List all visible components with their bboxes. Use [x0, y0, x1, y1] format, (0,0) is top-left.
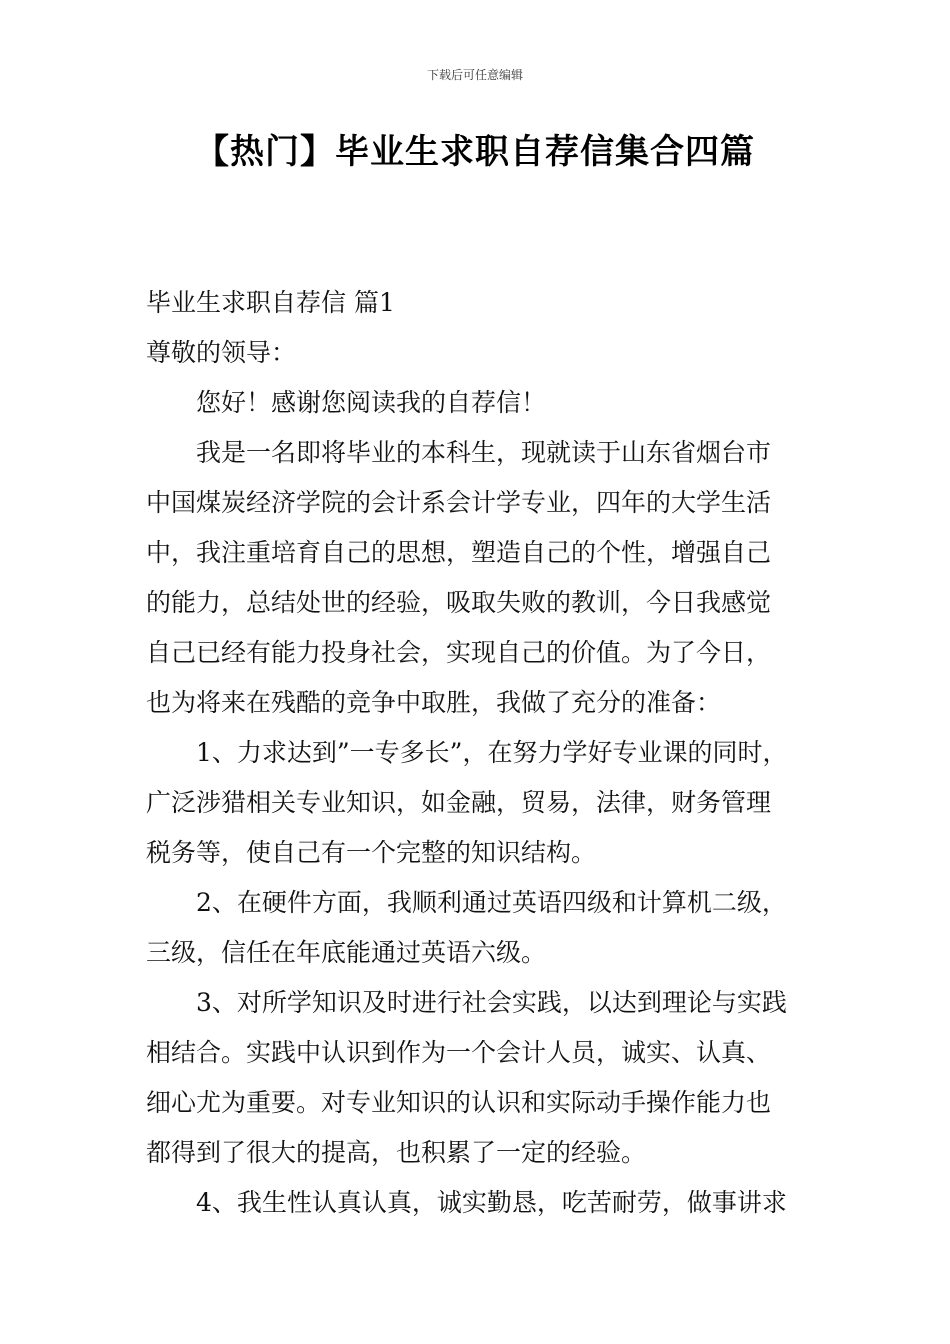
paragraph-line: 3、对所学知识及时进行社会实践，以达到理论与实践: [196, 988, 787, 1017]
paragraph-line: 1、力求达到”一专多长”，在努力学好专业课的同时，: [196, 738, 788, 767]
paragraph-line: 三级，信任在年底能通过英语六级。: [146, 938, 547, 967]
paragraph-line: 2、在硬件方面，我顺利通过英语四级和计算机二级，: [196, 888, 787, 917]
paragraph-line: 中国煤炭经济学院的会计系会计学专业，四年的大学生活: [146, 488, 772, 517]
paragraph-line: 广泛涉猎相关专业知识，如金融，贸易，法律，财务管理: [146, 788, 772, 817]
header-note: 下载后可任意编辑: [426, 68, 523, 82]
paragraph-line: 税务等，使自己有一个完整的知识结构。: [146, 838, 597, 867]
salutation: 尊敬的领导：: [146, 338, 297, 367]
paragraph-line: 也为将来在残酷的竞争中取胜，我做了充分的准备：: [146, 688, 722, 717]
section-heading: 毕业生求职自荐信 篇1: [146, 288, 395, 317]
paragraph-line: 4、我生性认真认真，诚实勤恳，吃苦耐劳，做事讲求: [196, 1188, 787, 1217]
paragraph-line: 您好！感谢您阅读我的自荐信！: [196, 388, 547, 417]
paragraph-line: 的能力，总结处世的经验，吸取失败的教训，今日我感觉: [146, 588, 772, 617]
document-body: [146, 278, 818, 1228]
document-title: 【热门】毕业生求职自荐信集合四篇: [195, 132, 755, 172]
paragraph-line: 都得到了很大的提高，也积累了一定的经验。: [146, 1138, 647, 1167]
paragraph-line: 自己已经有能力投身社会，实现自己的价值。为了今日，: [146, 638, 772, 667]
paragraph-line: 相结合。实践中认识到作为一个会计人员，诚实、认真、: [146, 1038, 772, 1067]
paragraph-line: 中，我注重培育自己的思想，塑造自己的个性，增强自己: [146, 538, 772, 567]
paragraph-line: 我是一名即将毕业的本科生，现就读于山东省烟台市: [196, 438, 772, 467]
paragraph-line: 细心尤为重要。对专业知识的认识和实际动手操作能力也: [146, 1088, 772, 1117]
